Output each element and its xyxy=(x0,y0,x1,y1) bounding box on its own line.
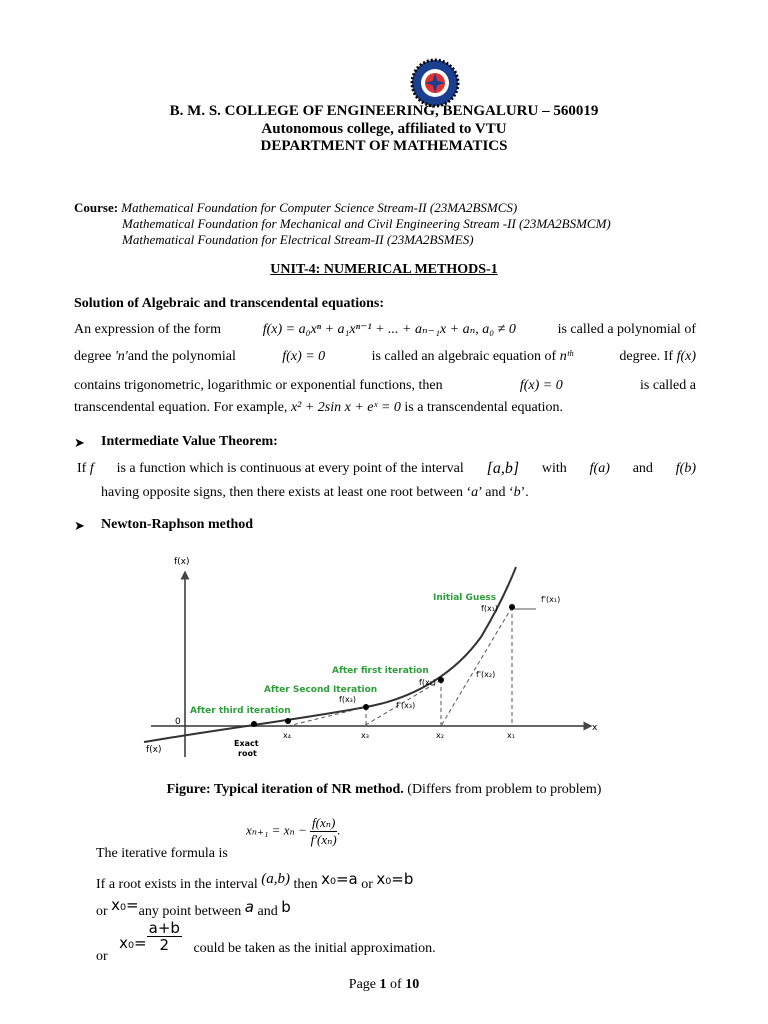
text: with xyxy=(541,461,567,476)
formula-numerator: f(xₙ) xyxy=(312,815,336,830)
text: or xyxy=(361,877,373,892)
text: Page xyxy=(348,977,377,992)
equation: f(x) = 0 xyxy=(282,349,326,364)
f-symbol: f xyxy=(89,461,94,476)
text: is called a polynomial of xyxy=(557,322,696,337)
fx1-label: f(x₁) xyxy=(481,604,498,613)
paragraph-line-2 xyxy=(74,347,696,367)
fraction-numerator: a+b xyxy=(148,919,180,937)
fraction-denominator: 2 xyxy=(159,936,170,954)
ivt-line-2 xyxy=(101,483,723,503)
text: degree xyxy=(74,349,112,364)
root-line-1 xyxy=(96,870,414,893)
text: or xyxy=(96,904,108,919)
college-logo xyxy=(410,58,460,108)
text: then xyxy=(293,877,318,892)
root-line-2 xyxy=(96,896,291,920)
paragraph-line-1 xyxy=(74,320,696,340)
point-fx3 xyxy=(363,704,369,710)
x0-symbol: x₀= xyxy=(111,896,139,914)
interval: (a,b) xyxy=(261,871,290,887)
ivt-heading: Intermediate Value Theorem: xyxy=(101,434,278,449)
college-name: B. M. S. COLLEGE OF ENGINEERING, BENGALURU – 560019 xyxy=(169,103,599,119)
x4-label: x₄ xyxy=(283,731,291,740)
formula-dot: . xyxy=(337,822,341,838)
x0-equals-b: x₀=b xyxy=(376,870,414,888)
text: is a function which is continuous at every point of the interval xyxy=(116,461,464,476)
text: is a transcendental equation. xyxy=(404,400,564,415)
point-root xyxy=(251,721,257,727)
curve-label: f(x) xyxy=(146,745,162,755)
nr-heading: Newton-Raphson method xyxy=(101,517,254,532)
b-symbol: b xyxy=(281,898,291,916)
y-axis-label: f(x) xyxy=(174,557,190,567)
figure-caption xyxy=(0,782,768,798)
unit-title: UNIT-4: NUMERICAL METHODS-1 xyxy=(270,262,498,277)
text: ’ and ‘ xyxy=(478,485,514,500)
root-line-3 xyxy=(96,919,436,964)
x-axis-label: x xyxy=(592,723,598,733)
dfx1-label: f'(x₁) xyxy=(541,595,561,604)
x3-label: x₃ xyxy=(361,731,369,740)
x0-symbol: x₀= xyxy=(119,933,147,952)
section-heading: Solution of Algebraic and transcendental equations: xyxy=(74,296,384,311)
course-block xyxy=(74,200,517,216)
text: or xyxy=(96,948,108,964)
text: is called an algebraic equation of xyxy=(371,349,557,364)
text: and xyxy=(632,461,653,476)
point-fx1 xyxy=(509,604,515,610)
exact-root-label: Exact xyxy=(234,739,259,748)
a-symbol: a xyxy=(471,485,479,500)
x2-label: x₂ xyxy=(436,731,444,740)
bullet-arrow-icon: ➤ xyxy=(74,518,85,533)
after-first-label: After first iteration xyxy=(332,666,429,676)
page-total: 10 xyxy=(405,977,420,992)
tangent-1 xyxy=(441,607,512,726)
polynomial-formula: f(x) = a₀xⁿ + a₁xⁿ⁻¹ + ... + aₙ₋₁x + aₙ, a₀ ≠ 0 xyxy=(262,322,516,337)
ivt-line-1 xyxy=(77,459,696,479)
text: If xyxy=(77,461,87,476)
page-number: 1 xyxy=(379,977,387,992)
course-line-1: Mathematical Foundation for Computer Science Stream-II (23MA2BSMCS) xyxy=(121,200,518,215)
page-footer xyxy=(0,977,768,993)
exact-root-label-2: root xyxy=(238,749,257,758)
midpoint-fraction xyxy=(147,920,182,953)
course-line-3: Mathematical Foundation for Electrical Stream-II (23MA2BSMES) xyxy=(122,232,474,247)
course-line-2: Mathematical Foundation for Mechanical and Civil Engineering Stream -II (23MA2BSMCM) xyxy=(122,216,611,231)
text: transcendental equation. For example, xyxy=(74,400,288,415)
formula-lhs: xₙ₊₁ = xₙ − xyxy=(246,822,307,838)
n-symbol: 'n' xyxy=(114,349,128,364)
after-third-label: After third iteration xyxy=(190,706,291,716)
interval: [a,b] xyxy=(486,460,520,477)
equation: f(x) = 0 xyxy=(519,378,563,393)
text: having opposite signs, then there exists at least one root between ‘ xyxy=(101,485,472,500)
paragraph-line-4 xyxy=(74,398,696,418)
fx-symbol: f(x) xyxy=(676,349,696,364)
example-equation: x² + 2sin x + eˣ = 0 xyxy=(290,400,401,415)
point-fx2 xyxy=(438,677,444,683)
text: any point between xyxy=(138,904,242,919)
initial-guess-label: Initial Guess xyxy=(433,593,497,603)
text: degree. If xyxy=(619,349,674,364)
text: An expression of the form xyxy=(74,322,221,337)
text: and the polynomial xyxy=(127,349,236,364)
text: contains trigonometric, logarithmic or exponential functions, then xyxy=(74,378,443,393)
text: could be taken as the initial approximation. xyxy=(193,940,436,956)
affiliation: Autonomous college, affiliated to VTU xyxy=(261,121,507,137)
nr-figure xyxy=(136,552,606,767)
fb-symbol: f(b) xyxy=(675,461,696,476)
text: ’. xyxy=(520,485,529,500)
x0-equals-a: x₀=a xyxy=(321,870,358,888)
paragraph-line-3 xyxy=(74,376,696,396)
caption-bold: Figure: Typical iteration of NR method. xyxy=(166,782,404,797)
fx3-label: f(x₃) xyxy=(339,695,356,704)
text: and xyxy=(257,904,278,919)
nr-formula xyxy=(246,815,341,848)
text: of xyxy=(390,977,402,992)
formula-fraction xyxy=(310,815,337,848)
text: If a root exists in the interval xyxy=(96,877,258,892)
dfx3-label: f'(x₃) xyxy=(396,701,416,710)
origin-label: 0 xyxy=(175,717,181,727)
department: DEPARTMENT OF MATHEMATICS xyxy=(260,138,508,154)
fa-symbol: f(a) xyxy=(589,461,610,476)
b-symbol: b xyxy=(513,485,521,500)
point-x4 xyxy=(285,718,291,724)
course-label: Course: xyxy=(74,200,119,215)
fx2-label: f(x₂) xyxy=(419,678,436,687)
text: is called a xyxy=(640,378,696,393)
formula-denominator: f′(xₙ) xyxy=(310,832,337,847)
a-symbol: a xyxy=(244,898,254,916)
after-second-label: After Second Iteration xyxy=(264,685,378,695)
dfx2-label: f'(x₂) xyxy=(476,670,496,679)
x1-label: x₁ xyxy=(507,731,515,740)
bullet-arrow-icon: ➤ xyxy=(74,435,85,450)
caption-normal: (Differs from problem to problem) xyxy=(407,782,602,797)
nth-symbol: nᵗʰ xyxy=(559,349,574,364)
formula-intro: The iterative formula is xyxy=(96,846,228,861)
